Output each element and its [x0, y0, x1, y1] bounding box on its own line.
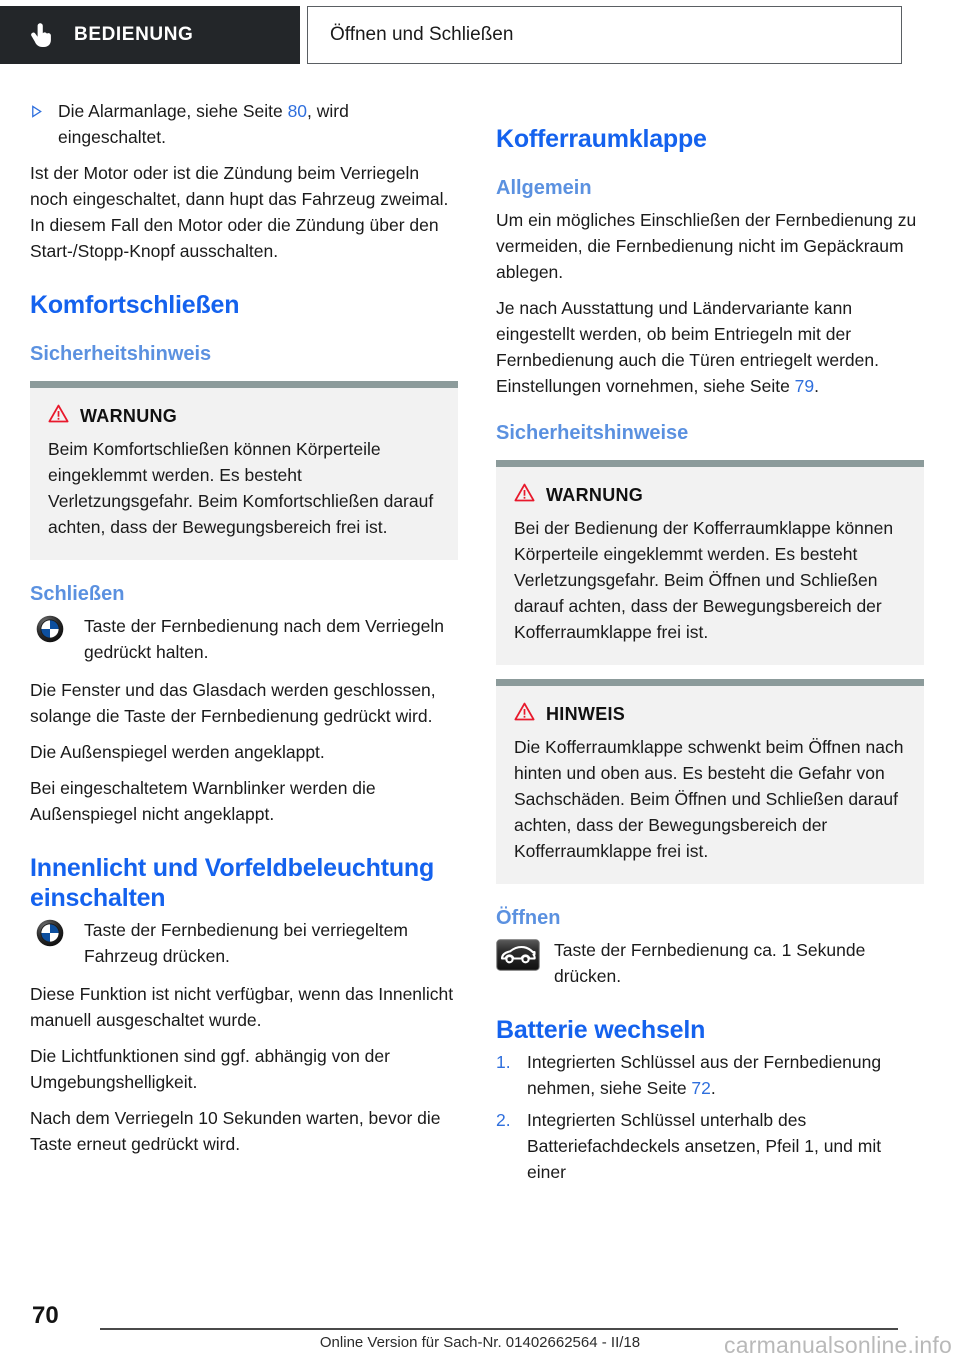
list-number: 2. [496, 1110, 511, 1130]
chapter-tab[interactable] [0, 6, 300, 64]
step-text: Taste der Fernbedienung bei verriegeltem Fahrzeug drücken. [84, 920, 408, 966]
bullet-text-before: Die Alarmanlage, siehe Seite [58, 101, 288, 121]
notebox-top-bar [30, 381, 458, 388]
page-header [0, 6, 960, 64]
bmw-roundel-icon [36, 919, 64, 952]
watermark: carmanualsonline.info [724, 1332, 952, 1358]
notebox-title-text: WARNUNG [546, 484, 644, 505]
page-footer [0, 1288, 960, 1368]
page-reference[interactable]: 72 [691, 1078, 711, 1098]
heading-kofferraumklappe: Kofferraumklappe [496, 125, 707, 153]
paragraph: Die Lichtfunktionen sind ggf. abhängig von der Umgebungshelligkeit. [30, 1046, 390, 1092]
paragraph-text-before: Je nach Ausstattung und Ländervariante kann eingestellt werden, ob beim Entriegeln mit der Fernbedienung auch die Türen entriegelt werden. Einstellungen vornehmen, siehe Seite [496, 298, 879, 396]
list-text [527, 1049, 924, 1101]
list-text-after: . [710, 1078, 716, 1098]
paragraph: Diese Funktion ist nicht verfügbar, wenn das Innenlicht manuell ausgeschaltet wurde. [30, 984, 454, 1030]
page-reference[interactable]: 80 [287, 101, 308, 121]
list-number: 1. [496, 1052, 511, 1072]
paragraph [496, 295, 924, 399]
notebox-title [514, 483, 906, 507]
chapter-label: BEDIENUNG [74, 24, 194, 45]
notebox-body [496, 467, 924, 665]
intro-paragraph: Ist der Motor oder ist die Zündung beim Verriegeln noch eingeschaltet, dann hupt das Fahrzeug zweimal. In diesem Fall den Motor oder die Zündung über den Start-/Stopp-Knopf ausschalten. [30, 163, 449, 261]
page-number: 70 [32, 1302, 59, 1329]
notebox-title-text: WARNUNG [80, 405, 178, 426]
heading-oeffnen: Öffnen [496, 907, 561, 929]
heading-innenlicht: Innenlicht und Vorfeldbeleuchtung einschalten [30, 854, 435, 912]
left-column [30, 98, 458, 1191]
warning-triangle-icon [514, 702, 535, 726]
footer-online-note: Online Version für Sach-Nr. 01402662564 - II/18 [319, 1334, 641, 1351]
footer-divider [100, 1328, 898, 1330]
paragraph-text-after: . [814, 376, 820, 396]
heading-sicherheitshinweis: Sicherheitshinweis [30, 343, 212, 365]
pointing-hand-icon [30, 22, 52, 48]
heading-sicherheitshinweise: Sicherheitshinweise [496, 422, 689, 444]
notebox-title-text: HINWEIS [546, 703, 626, 724]
step-oeffnen [496, 937, 924, 989]
paragraph: Bei eingeschaltetem Warnblinker werden die Außenspiegel nicht angeklappt. [30, 778, 376, 824]
notice-box-kofferraumklappe [496, 679, 924, 884]
notebox-text: Die Kofferraumklappe schwenkt beim Öffnen nach hinten und oben aus. Es besteht die Gefahr von Sachschäden. Beim Öffnen und Schließen darauf achten, dass der Bewegungsbereich der Kofferraumklappe frei ist. [514, 737, 904, 861]
paragraph: Die Außenspiegel werden angeklappt. [30, 742, 325, 762]
notebox-text: Bei der Bedienung der Kofferraumklappe können Körperteile eingeklemmt werden. Es besteht Verletzungsgefahr. Beim Öffnen und Schließen darauf achten, dass der Bewegungsbereich der Kofferraumklappe frei ist. [514, 518, 894, 642]
right-column [496, 98, 924, 1191]
notebox-title [514, 702, 906, 726]
notebox-body [496, 686, 924, 884]
notebox-top-bar [496, 679, 924, 686]
list-text [527, 1107, 924, 1185]
list-item [496, 1049, 924, 1101]
page-reference[interactable]: 79 [794, 376, 815, 396]
bullet-text [58, 98, 458, 150]
step-text: Taste der Fernbedienung nach dem Verriegeln gedrückt halten. [84, 616, 444, 662]
list-item [30, 98, 458, 150]
icon-slot [496, 937, 540, 976]
notebox-body [30, 388, 458, 560]
warning-box-komfortschliessen [30, 381, 458, 560]
list-text-before: Integrierten Schlüssel unterhalb des Batteriefachdeckels ansetzen, Pfeil 1, und mit einer [527, 1110, 882, 1182]
step-text: Taste der Fernbedienung ca. 1 Sekunde drücken. [554, 940, 866, 986]
step-innenlicht [30, 917, 458, 969]
icon-slot [30, 613, 70, 648]
step-schliessen [30, 613, 458, 665]
notebox-title [48, 404, 440, 428]
bullet-text-after: , wird eingeschaltet. [58, 101, 349, 147]
paragraph: Die Fenster und das Glasdach werden geschlossen, solange die Taste der Fernbedienung gedrückt wird. [30, 680, 436, 726]
warning-box-kofferraumklappe [496, 460, 924, 665]
list-text-before: Integrierten Schlüssel aus der Fernbedienung nehmen, siehe Seite [527, 1052, 882, 1098]
paragraph: Um ein mögliches Einschließen der Fernbedienung zu vermeiden, die Fernbedienung nicht im Gepäckraum ablegen. [496, 210, 917, 282]
heading-komfortschliessen: Komfortschließen [30, 291, 240, 319]
heading-batterie-wechseln: Batterie wechseln [496, 1016, 706, 1044]
trunk-button-icon [496, 939, 540, 976]
bmw-roundel-icon [36, 615, 64, 648]
heading-allgemein: Allgemein [496, 177, 592, 199]
list-item [496, 1107, 924, 1185]
section-tab[interactable] [307, 6, 902, 64]
page-content [0, 98, 960, 1191]
warning-triangle-icon [514, 483, 535, 507]
heading-schliessen: Schließen [30, 583, 125, 605]
section-label: Öffnen und Schließen [330, 24, 514, 45]
triangle-bullet-icon [30, 98, 46, 150]
notebox-top-bar [496, 460, 924, 467]
icon-slot [30, 917, 70, 952]
warning-triangle-icon [48, 404, 69, 428]
notebox-text: Beim Komfortschließen können Körperteile eingeklemmt werden. Es besteht Verletzungsgefahr. Beim Komfortschließen darauf achten, dass der Bewegungsbereich frei ist. [48, 439, 434, 537]
paragraph: Nach dem Verriegeln 10 Sekunden warten, bevor die Taste erneut gedrückt wird. [30, 1108, 441, 1154]
